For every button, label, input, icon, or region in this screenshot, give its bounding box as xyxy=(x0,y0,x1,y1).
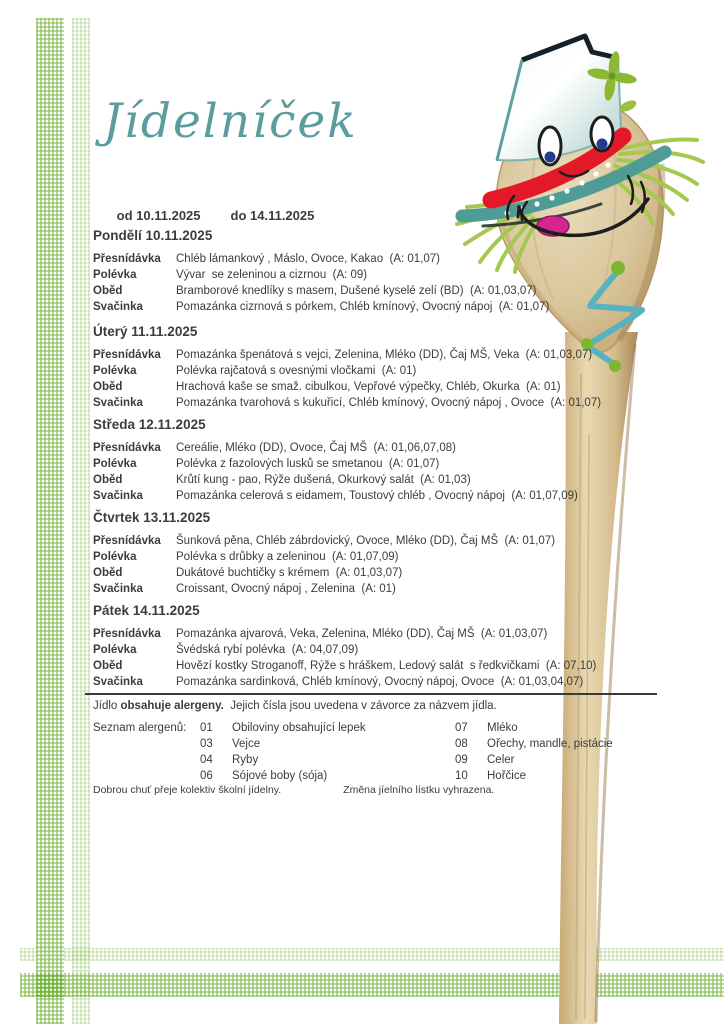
meal-label: Polévka xyxy=(93,269,137,281)
day-rows-tuesday xyxy=(93,347,601,411)
day-rows-wednesday xyxy=(93,440,578,504)
meal-text: Chléb lámankový , Máslo, Ovoce, Kakao (A: 01,07) xyxy=(176,253,440,265)
meal-text: Pomazánka špenátová s vejci, Zelenina, Mléko (DD), Čaj MŠ, Veka (A: 01,03,07) xyxy=(176,349,593,361)
meal-label: Oběd xyxy=(93,474,123,486)
meal-label: Přesnídávka xyxy=(93,253,161,265)
allergen-list-label: Seznam alergenů: xyxy=(93,722,187,734)
meal-text: Polévka rajčatová s ovesnými vločkami (A: 01) xyxy=(176,365,417,377)
day-header-friday: Pátek 14.11.2025 xyxy=(93,603,200,618)
menu-row xyxy=(93,581,555,597)
meal-label: Přesnídávka xyxy=(93,442,161,454)
day-rows-friday xyxy=(93,626,596,690)
allergen-name: Mléko xyxy=(487,722,518,734)
menu-row xyxy=(93,658,596,674)
meal-label: Oběd xyxy=(93,381,123,393)
allergen-list xyxy=(93,720,613,784)
menu-row xyxy=(93,549,555,565)
menu-row xyxy=(93,533,555,549)
allergy-note-prefix: Jídlo xyxy=(93,700,121,712)
menu-row xyxy=(93,472,578,488)
allergen-num: 09 xyxy=(455,754,468,766)
meal-text: Hovězí kostky Stroganoff, Rýže s hráškem, Ledový salát s ředkvičkami (A: 07,10) xyxy=(176,660,597,672)
meal-text: Pomazánka sardinková, Chléb kmínový, Ovocný nápoj, Ovoce (A: 01,03,04,07) xyxy=(176,676,584,688)
menu-row xyxy=(93,674,596,690)
menu-row xyxy=(93,267,549,283)
meal-text: Bramborové knedlíky s masem, Dušené kyselé zelí (BD) (A: 01,03,07) xyxy=(176,285,537,297)
day-rows-thursday xyxy=(93,533,555,597)
allergen-name: Sójové boby (sója) xyxy=(232,770,328,782)
allergen-num: 07 xyxy=(455,722,468,734)
meal-label: Oběd xyxy=(93,567,123,579)
meal-label: Svačinka xyxy=(93,301,143,313)
menu-row xyxy=(93,379,601,395)
allergen-name: Ryby xyxy=(232,754,259,766)
day-header-monday: Pondělí 10.11.2025 xyxy=(93,228,213,243)
meal-label: Oběd xyxy=(93,660,123,672)
bon-appetit-text: Dobrou chuť přeje kolektiv školní jídelny. xyxy=(93,784,282,796)
menu-row xyxy=(93,299,549,315)
meal-text: Hrachová kaše se smaž. cibulkou, Vepřové výpečky, Chléb, Okurka (A: 01) xyxy=(176,381,561,393)
meal-text: Pomazánka celerová s eidamem, Toustový chléb , Ovocný nápoj (A: 01,07,09) xyxy=(176,490,578,502)
meal-text: Croissant, Ovocný nápoj , Zelenina (A: 01) xyxy=(176,583,396,595)
meal-text: Pomazánka ajvarová, Veka, Zelenina, Mléko (DD), Čaj MŠ (A: 01,03,07) xyxy=(176,628,548,640)
meal-label: Přesnídávka xyxy=(93,349,161,361)
allergen-name: Hořčice xyxy=(487,770,526,782)
meal-label: Svačinka xyxy=(93,583,143,595)
menu-row xyxy=(93,642,596,658)
day-header-thursday: Čtvrtek 13.11.2025 xyxy=(93,510,211,525)
meal-text: Dukátové buchtičky s krémem (A: 01,03,07) xyxy=(176,567,403,579)
menu-row xyxy=(93,626,596,642)
menu-row xyxy=(93,440,578,456)
day-header-wednesday: Středa 12.11.2025 xyxy=(93,417,206,432)
allergy-note-rest: Jejich čísla jsou uvedena v závorce za názvem jídla. xyxy=(223,700,497,712)
meal-label: Přesnídávka xyxy=(93,535,161,547)
date-from: od 10.11.2025 xyxy=(116,208,201,223)
allergen-num: 01 xyxy=(200,722,213,734)
meal-label: Svačinka xyxy=(93,676,143,688)
meal-text: Polévka s drůbky a zeleninou (A: 01,07,09) xyxy=(176,551,399,563)
menu-row xyxy=(93,347,601,363)
allergen-num: 06 xyxy=(200,770,213,782)
menu-row xyxy=(93,251,549,267)
meal-text: Polévka z fazolových lusků se smetanou (A: 01,07) xyxy=(176,458,440,470)
allergen-name: Obiloviny obsahující lepek xyxy=(232,722,366,734)
meal-text: Vývar se zeleninou a cizrnou (A: 09) xyxy=(176,269,368,281)
allergen-num: 10 xyxy=(455,770,468,782)
day-rows-monday xyxy=(93,251,549,315)
allergen-num: 03 xyxy=(200,738,213,750)
allergen-num: 04 xyxy=(200,754,213,766)
day-header-tuesday: Úterý 11.11.2025 xyxy=(93,324,198,339)
meal-text: Pomazánka cizrnová s pórkem, Chléb kmínový, Ovocný nápoj (A: 01,07) xyxy=(176,301,550,313)
meal-text: Cereálie, Mléko (DD), Ovoce, Čaj MŠ (A: 01,06,07,08) xyxy=(176,442,456,454)
allergen-name: Ořechy, mandle, pistácie xyxy=(487,738,613,750)
menu-row xyxy=(93,363,601,379)
meal-label: Polévka xyxy=(93,551,137,563)
meal-text: Švédská rybí polévka (A: 04,07,09) xyxy=(176,644,359,656)
meal-text: Šunková pěna, Chléb zábrdovický, Ovoce, Mléko (DD), Čaj MŠ (A: 01,07) xyxy=(176,535,556,547)
menu-row xyxy=(93,488,578,504)
allergy-note-bold: obsahuje alergeny. xyxy=(120,700,224,712)
meal-label: Svačinka xyxy=(93,490,143,502)
allergen-name: Celer xyxy=(487,754,515,766)
change-reserved-text: Změna jíelního lístku vyhrazena. xyxy=(343,784,495,796)
menu-row xyxy=(93,283,549,299)
closing-note xyxy=(93,784,494,796)
allergen-grid xyxy=(200,720,613,784)
meal-label: Polévka xyxy=(93,644,137,656)
allergen-num: 08 xyxy=(455,738,468,750)
meal-text: Krůtí kung - pao, Rýže dušená, Okurkový salát (A: 01,03) xyxy=(176,474,471,486)
menu-row xyxy=(93,565,555,581)
menu-row xyxy=(93,395,601,411)
footer-divider xyxy=(85,693,657,695)
meal-label: Polévka xyxy=(93,458,137,470)
allergy-note xyxy=(93,700,497,712)
meal-label: Svačinka xyxy=(93,397,143,409)
page-title: Jídelníček xyxy=(103,94,358,149)
allergen-name: Vejce xyxy=(232,738,261,750)
menu-row xyxy=(93,456,578,472)
meal-text: Pomazánka tvarohová s kukuřicí, Chléb kmínový, Ovocný nápoj , Ovoce (A: 01,07) xyxy=(176,397,602,409)
meal-label: Oběd xyxy=(93,285,123,297)
meal-label: Polévka xyxy=(93,365,137,377)
date-to: do 14.11.2025 xyxy=(230,208,315,223)
meal-label: Přesnídávka xyxy=(93,628,161,640)
